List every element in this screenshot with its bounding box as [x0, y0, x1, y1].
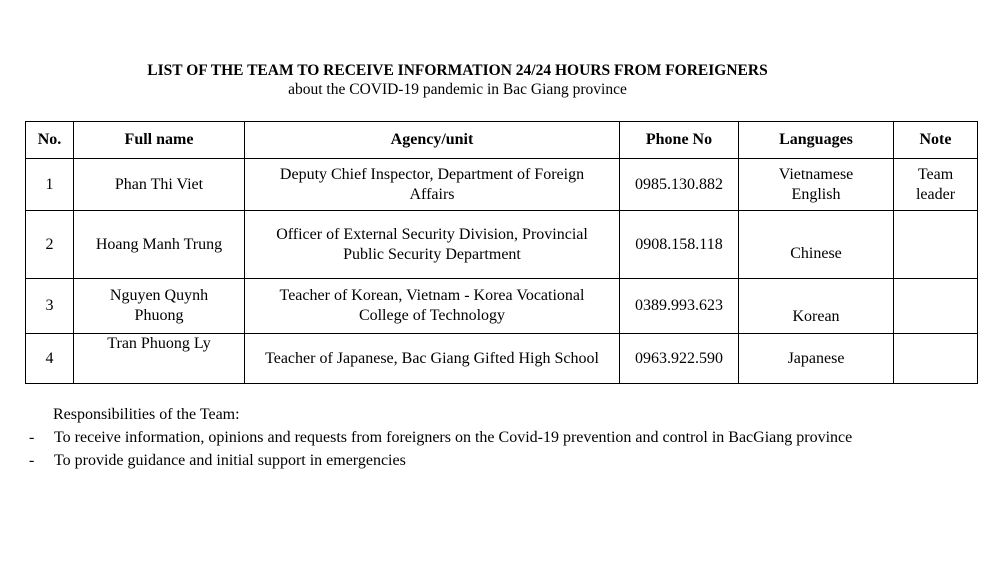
- phone-number: 0908.158.118: [620, 211, 739, 279]
- row-number: 3: [26, 279, 74, 334]
- agency-line: Deputy Chief Inspector, Department of Foreign: [279, 165, 585, 183]
- list-item: [29, 429, 852, 447]
- note: [894, 159, 978, 211]
- responsibilities-heading: Responsibilities of the Team:: [53, 406, 240, 423]
- languages: [739, 279, 894, 334]
- header-languages: Languages: [739, 122, 894, 159]
- full-name: [74, 279, 245, 334]
- phone-number: 0389.993.623: [620, 279, 739, 334]
- header-phone-no: Phone No: [620, 122, 739, 159]
- table-row: [26, 279, 978, 334]
- table-header-row: [26, 122, 978, 159]
- list-item-text: To receive information, opinions and requests from foreigners on the Covid-19 prevention and control in BacGiang province: [54, 429, 853, 446]
- header-no: No.: [26, 122, 74, 159]
- bullet-dash: -: [29, 429, 35, 446]
- agency-unit: [245, 159, 620, 211]
- name-line: Phuong: [134, 307, 184, 324]
- languages: Japanese: [739, 334, 894, 384]
- header-note: Note: [894, 122, 978, 159]
- bullet-dash: -: [29, 452, 35, 469]
- list-item-text: To provide guidance and initial support in emergencies: [54, 452, 406, 469]
- agency-line: Officer of External Security Division, Provincial: [276, 225, 588, 243]
- row-number: 2: [26, 211, 74, 279]
- full-name: Hoang Manh Trung: [74, 211, 245, 279]
- note: [894, 334, 978, 384]
- phone-number: 0963.922.590: [620, 334, 739, 384]
- team-table: [25, 121, 978, 384]
- header-full-name: Full name: [74, 122, 245, 159]
- list-item: [29, 452, 406, 470]
- phone-number: 0985.130.882: [620, 159, 739, 211]
- full-name: Tran Phuong Ly: [74, 334, 245, 384]
- note-line: leader: [915, 185, 956, 203]
- table-row: [26, 334, 978, 384]
- language: Vietnamese: [778, 165, 854, 183]
- language: Korean: [792, 308, 840, 325]
- agency-line: Public Security Department: [343, 245, 521, 263]
- row-number: 4: [26, 334, 74, 384]
- name-line: Nguyen Quynh: [109, 287, 209, 304]
- note: [894, 211, 978, 279]
- note: [894, 279, 978, 334]
- agency-unit: [245, 211, 620, 279]
- agency-line: Affairs: [409, 185, 455, 203]
- document-title: LIST OF THE TEAM TO RECEIVE INFORMATION 24/24 HOURS FROM FOREIGNERS: [147, 62, 768, 79]
- table-row: [26, 211, 978, 279]
- note-line: Team: [917, 165, 954, 183]
- languages: [739, 211, 894, 279]
- agency-line: Teacher of Korean, Vietnam - Korea Vocational: [279, 287, 585, 304]
- full-name: Phan Thi Viet: [74, 159, 245, 211]
- row-number: 1: [26, 159, 74, 211]
- agency-unit: Teacher of Japanese, Bac Giang Gifted High School: [245, 334, 620, 384]
- agency-unit: [245, 279, 620, 334]
- language: Chinese: [790, 245, 842, 262]
- header-agency-unit: Agency/unit: [245, 122, 620, 159]
- document-subtitle: about the COVID-19 pandemic in Bac Giang province: [288, 81, 627, 98]
- agency-line: College of Technology: [358, 307, 506, 324]
- table-row: [26, 159, 978, 211]
- languages: [739, 159, 894, 211]
- language: English: [791, 185, 841, 203]
